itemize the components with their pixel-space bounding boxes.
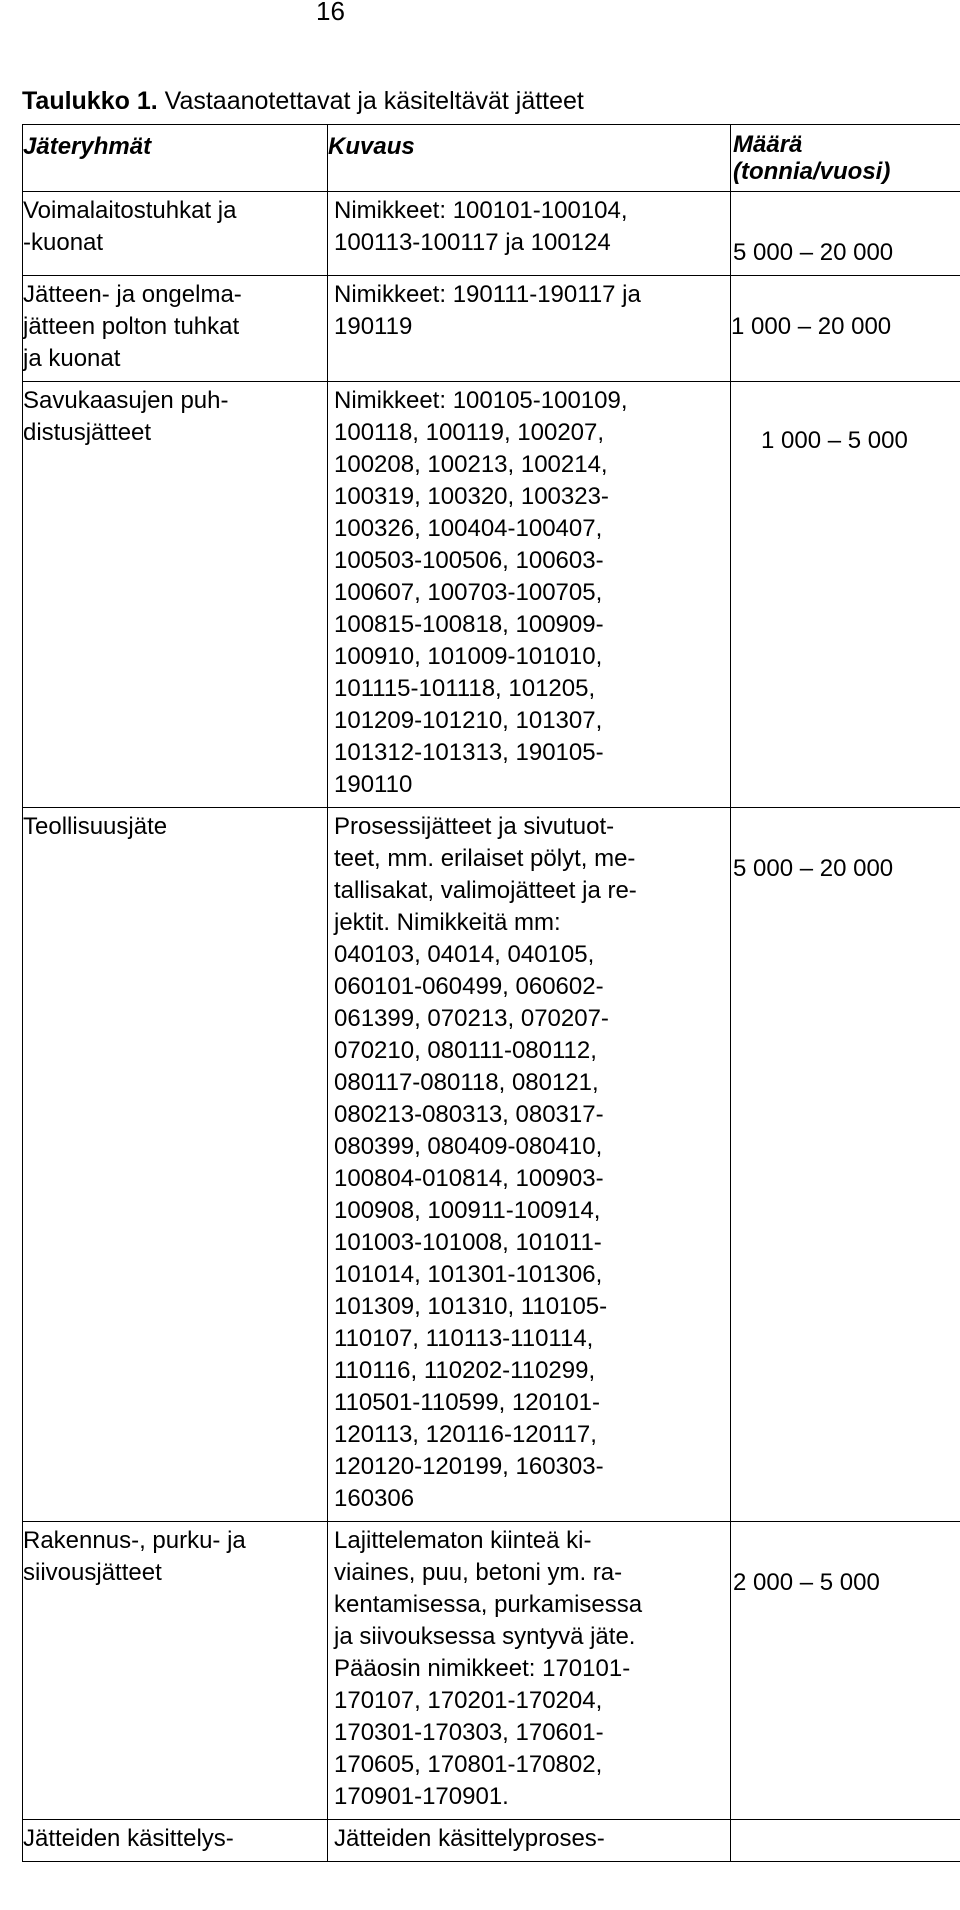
- table-row: [23, 276, 960, 382]
- table-row: [23, 192, 960, 276]
- cell-amount: 2 000 – 5 000: [731, 1522, 960, 1820]
- cell-description: Nimikkeet: 100101-100104, 100113-100117 ja 100124: [328, 192, 731, 276]
- cell-description: Nimikkeet: 190111-190117 ja 190119: [328, 276, 731, 382]
- table-row: [23, 808, 960, 1522]
- cell-waste-group: Savukaasujen puh- distusjätteet: [23, 382, 328, 808]
- waste-table: [22, 124, 960, 1862]
- table-row: [23, 1522, 960, 1820]
- table-caption-text: Vastaanotettavat ja käsiteltävät jätteet: [157, 87, 584, 115]
- cell-amount: 5 000 – 20 000: [731, 808, 960, 1522]
- cell-amount: 1 000 – 5 000: [731, 382, 960, 808]
- page-number: 16: [316, 0, 345, 26]
- table-caption: [22, 86, 584, 116]
- cell-description: Jätteiden käsittelyproses-: [328, 1820, 731, 1862]
- header-amount: Määrä (tonnia/vuosi): [731, 125, 960, 192]
- cell-amount: 1 000 – 20 000: [731, 276, 960, 382]
- cell-description: Lajittelematon kiinteä ki- viaines, puu, betoni ym. ra- kentamisessa, purkamisessa ja siivouksessa syntyvä jäte. Pääosin nimikkeet: 170101- 170107, 170201-170204, 170301-170303, 170601- 170605, 170801-170802, 170901-170901.: [328, 1522, 731, 1820]
- header-description: Kuvaus: [328, 125, 731, 192]
- table-caption-label: Taulukko 1.: [22, 87, 158, 115]
- cell-description: Nimikkeet: 100105-100109, 100118, 100119, 100207, 100208, 100213, 100214, 100319, 100320, 100323- 100326, 100404-100407, 100503-100506, 100603- 100607, 100703-100705, 100815-100818, 100909- 100910, 101009-101010, 101115-101118, 101205, 101209-101210, 101307, 101312-101313, 190105- 190110: [328, 382, 731, 808]
- table-row: [23, 1820, 960, 1862]
- cell-waste-group: Voimalaitostuhkat ja -kuonat: [23, 192, 328, 276]
- cell-waste-group: Teollisuusjäte: [23, 808, 328, 1522]
- cell-amount: [731, 1820, 960, 1862]
- cell-amount: 5 000 – 20 000: [731, 192, 960, 276]
- cell-description: Prosessijätteet ja sivutuot- teet, mm. erilaiset pölyt, me- tallisakat, valimojätteet ja re- jektit. Nimikkeitä mm: 040103, 04014, 040105, 060101-060499, 060602- 061399, 070213, 070207- 070210, 080111-080112, 080117-080118, 080121, 080213-080313, 080317- 080399, 080409-080410, 100804-010814, 100903- 100908, 100911-100914, 101003-101008, 101011- 101014, 101301-101306, 101309, 101310, 110105- 110107, 110113-110114, 110116, 110202-110299, 110501-110599, 120101- 120113, 120116-120117, 120120-120199, 160303- 160306: [328, 808, 731, 1522]
- cell-waste-group: Jätteiden käsittelys-: [23, 1820, 328, 1862]
- table-row: [23, 382, 960, 808]
- cell-waste-group: Rakennus-, purku- ja siivousjätteet: [23, 1522, 328, 1820]
- cell-waste-group: Jätteen- ja ongelma- jätteen polton tuhkat ja kuonat: [23, 276, 328, 382]
- table-header-row: [23, 125, 960, 192]
- header-waste-groups: Jäteryhmät: [23, 125, 328, 192]
